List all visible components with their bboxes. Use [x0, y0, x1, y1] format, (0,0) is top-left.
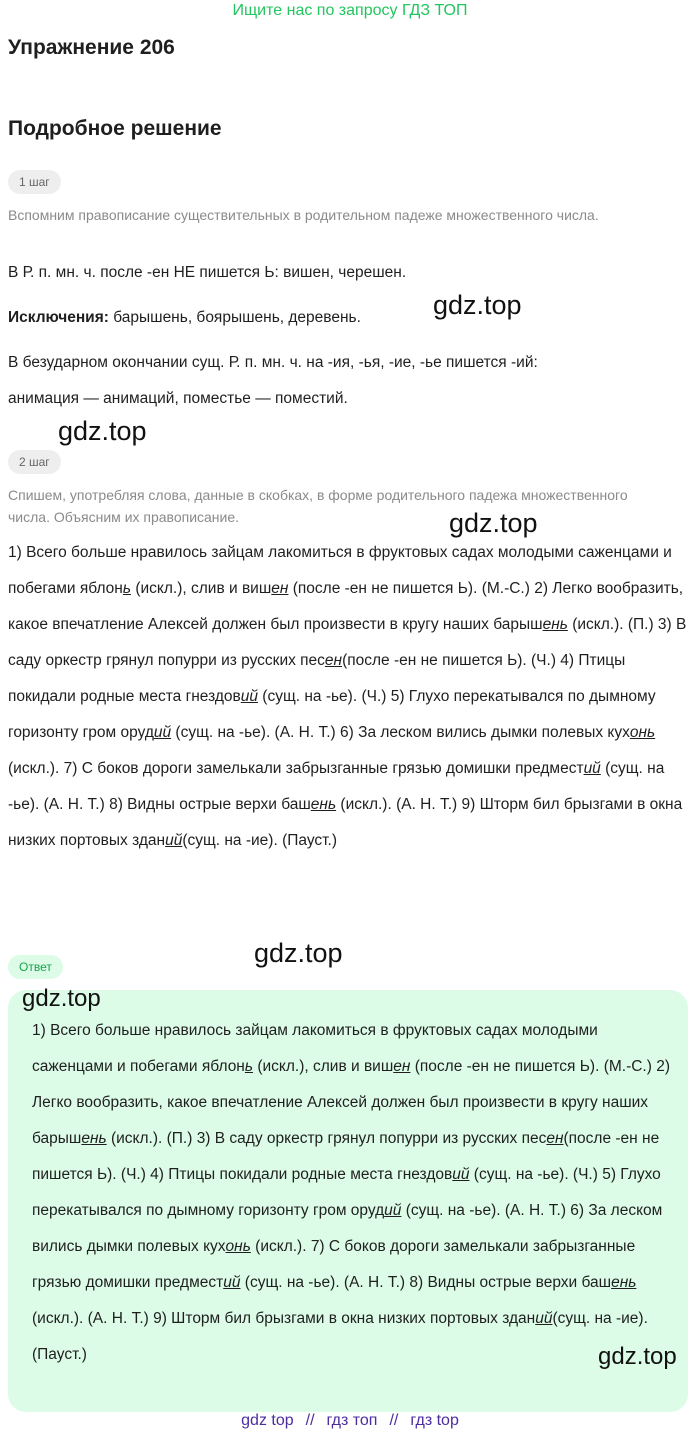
text-segment: (сущ. на -ье). (А. Н. Т.) 8) Видны острые верхи баш [240, 1274, 612, 1291]
ending-highlight: ен [393, 1058, 411, 1075]
ending-highlight: онь [225, 1238, 251, 1255]
ending-highlight: ень [81, 1130, 107, 1147]
ending-highlight: ий [384, 1202, 402, 1219]
step-1-badge: 1 шаг [8, 170, 61, 194]
text-segment: (после -ен не пишется Ь). (Ч.) 4) Птицы покидали родные места гнездов [32, 1130, 660, 1183]
text-segment: (сущ. на -ие). (Пауст.) [32, 1310, 648, 1363]
rule-examples: анимация — анимаций, поместье — поместий. [8, 390, 348, 407]
text-segment: (искл.). 7) С боков дороги замелькали забрызганные грязью домишки предмест [32, 1238, 636, 1291]
text-segment: 1) Всего больше нравилось зайцам лакомиться в фруктовых садах молодыми саженцами и побегами яблон [32, 1022, 598, 1075]
top-banner[interactable]: Ищите нас по запросу ГДЗ ТОП [232, 2, 468, 19]
solution-text [8, 535, 688, 859]
watermark: gdz.top [58, 416, 147, 446]
watermark: gdz.top [449, 508, 538, 538]
text-segment: (сущ. на -ье). (Ч.) 5) Глухо перекатывался по дымному горизонту гром оруд [32, 1166, 661, 1219]
ending-highlight: ий [583, 760, 601, 777]
step-2-badge: 2 шаг [8, 450, 61, 474]
ending-highlight: ень [310, 796, 337, 813]
footer-separator: // [305, 1412, 315, 1429]
ending-highlight: ий [165, 832, 183, 849]
text-segment: (искл.). 7) С боков дороги замелькали забрызганные грязью домишки предмест [8, 760, 584, 777]
text-segment: (после -ен не пишется Ь). (М.-С.) 2) Легко вообразить, какое впечатление Алексей должен был произвести в кругу наших барыш [8, 580, 684, 633]
watermark: gdz.top [22, 985, 101, 1012]
watermark: gdz.top [254, 938, 343, 968]
watermark: gdz.top [598, 1343, 677, 1370]
watermark: gdz.top [433, 290, 522, 320]
step-1-intro: Вспомним правописание существительных в родительном падеже множественного числа. [8, 207, 599, 223]
text-segment: (сущ. на -ие). (Пауст.) [182, 832, 337, 849]
footer-links [0, 1412, 700, 1430]
text-segment: (искл.). (П.) 3) В саду оркестр грянул попурри из русских пес [8, 616, 687, 669]
ending-highlight: онь [629, 724, 656, 741]
step-2-intro: Спишем, употребляя слова, данные в скобках, в форме родительного падежа множественного числа. Объясним их правописание. [8, 487, 628, 525]
answer-text [32, 1013, 672, 1373]
footer-link[interactable]: gdz top [241, 1412, 294, 1429]
text-segment: (искл.), слив и виш [131, 580, 272, 597]
text-segment: (сущ. на -ье). (Ч.) 5) Глухо перекатывался по дымному горизонту гром оруд [8, 688, 656, 741]
footer-link[interactable]: гдз топ [326, 1412, 378, 1429]
text-segment: (искл.). (А. Н. Т.) 9) Шторм бил брызгами в окна низких портовых здан [8, 796, 683, 849]
text-segment: (сущ. на -ье). (А. Н. Т.) 8) Видны острые верхи баш [8, 760, 665, 813]
rule-unstressed-ending: В безударном окончании сущ. Р. п. мн. ч. на -ия, -ья, -ие, -ье пишется -ий: [8, 354, 538, 371]
page-title: Упражнение 206 [8, 36, 175, 59]
text-segment: (после -ен не пишется Ь). (Ч.) 4) Птицы покидали родные места гнездов [8, 652, 626, 705]
exceptions-text: барышень, боярышень, деревень. [108, 309, 361, 326]
ending-highlight: ий [240, 688, 258, 705]
text-segment: 1) Всего больше нравилось зайцам лакомиться в фруктовых садах молодыми саженцами и побегами яблон [8, 544, 672, 597]
exceptions-label: Исключения: [8, 309, 109, 326]
ending-highlight: ен [271, 580, 289, 597]
text-segment: (сущ. на -ье). (А. Н. Т.) 6) За леском вились дымки полевых кух [171, 724, 630, 741]
footer-separator: // [389, 1412, 399, 1429]
answer-badge: Ответ [8, 955, 63, 979]
text-segment: (искл.), слив и виш [253, 1058, 394, 1075]
ending-highlight: ь [244, 1058, 254, 1075]
ending-highlight: ь [122, 580, 132, 597]
text-segment: (искл.). (П.) 3) В саду оркестр грянул попурри из русских пес [106, 1130, 547, 1147]
ending-highlight: ень [542, 616, 568, 633]
section-title: Подробное решение [8, 117, 222, 140]
text-segment: (после -ен не пишется Ь). (М.-С.) 2) Легко вообразить, какое впечатление Алексей должен был произвести в кругу наших барыш [32, 1058, 670, 1147]
text-segment: (искл.). (А. Н. Т.) 9) Шторм бил брызгами в окна низких портовых здан [32, 1310, 536, 1327]
ending-highlight: ень [611, 1274, 637, 1291]
exceptions-line [8, 306, 361, 330]
ending-highlight: ий [452, 1166, 470, 1183]
footer-link[interactable]: гдз top [410, 1412, 459, 1429]
ending-highlight: ен [546, 1130, 564, 1147]
ending-highlight: ий [223, 1274, 241, 1291]
ending-highlight: ий [535, 1310, 553, 1327]
text-segment: (сущ. на -ье). (А. Н. Т.) 6) За леском вились дымки полевых кух [32, 1202, 663, 1255]
ending-highlight: ий [153, 724, 172, 741]
ending-highlight: ен [324, 652, 343, 669]
rule-soft-sign: В Р. п. мн. ч. после -ен НЕ пишется Ь: вишен, черешен. [8, 264, 407, 281]
